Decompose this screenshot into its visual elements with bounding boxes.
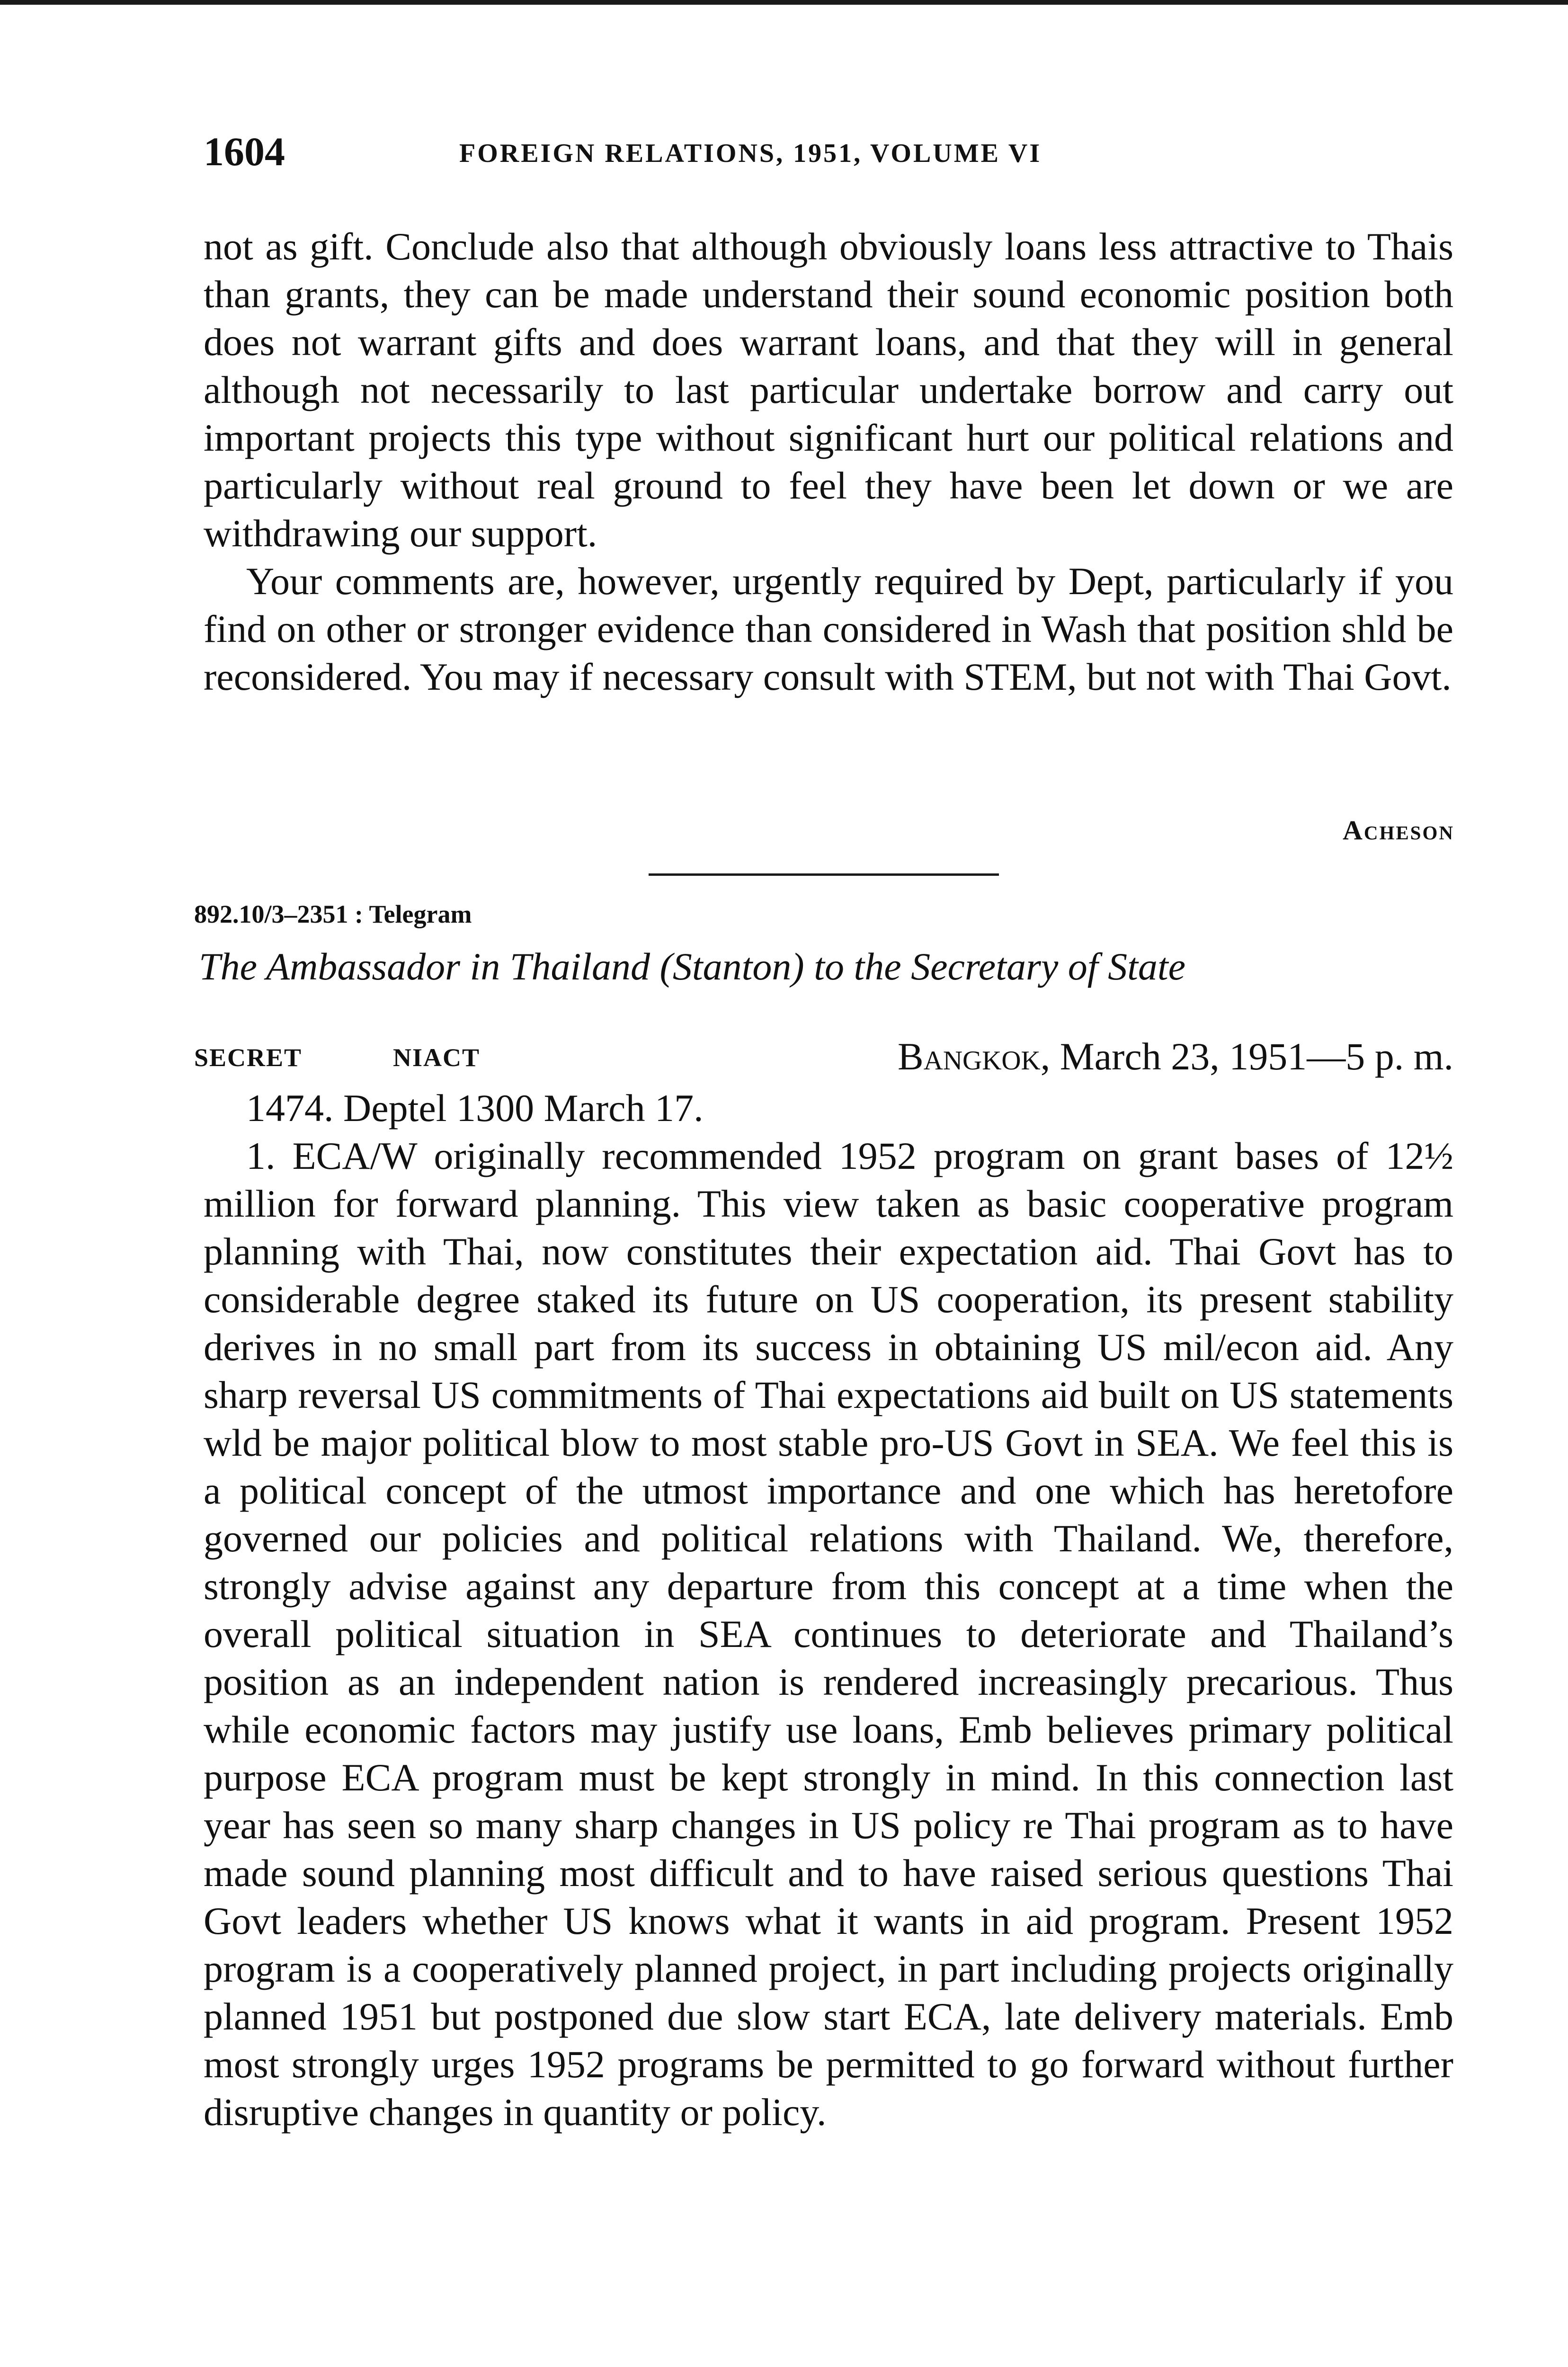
continued-text — [204, 222, 1453, 701]
page-top-edge — [0, 0, 1568, 5]
running-head: FOREIGN RELATIONS, 1951, VOLUME VI — [459, 139, 1042, 168]
precedence-label: NIACT — [393, 1043, 481, 1072]
telegram-body — [204, 1084, 1453, 2136]
section-divider — [649, 873, 999, 876]
telegram-number-line: 1474. Deptel 1300 March 17. — [246, 1086, 704, 1130]
signature: Acheson — [1342, 815, 1454, 845]
comments-paragraph: Your comments are, however, urgently required by Dept, particularly if you find on other or stronger evidence than considered in Wash that position shld be reconsidered. You may if necessary consult with STEM, but not with Thai Govt. — [204, 560, 1453, 698]
page-header — [204, 128, 1453, 180]
continued-paragraph: not as gift. Conclude also that although obviously loans less attractive to Thais than grants, they can be made understand their sound economic position both does not warrant gifts and does warrant loans, and that they will in general although not necessarily to last particular undertake borrow and carry out important projects this type without significant hurt our political relations and particularly without real ground to feel they have been let down or we are withdrawing our support. — [204, 225, 1453, 555]
dateline-place: Bangkok, — [898, 1035, 1051, 1078]
page-number: 1604 — [204, 129, 285, 174]
classification-line — [194, 1034, 1453, 1082]
dateline-date: March 23, 1951—5 p. m. — [1060, 1035, 1453, 1078]
document-title: The Ambassador in Thailand (Stanton) to the Secretary of State — [199, 945, 1186, 988]
classification-label: SECRET — [194, 1043, 303, 1072]
dateline — [898, 1034, 1453, 1079]
telegram-paragraph-1: 1. ECA/W originally recommended 1952 program on grant bases of 12½ million for forward planning. This view taken as basic cooperative program planning with Thai, now constitutes their expectation aid. Thai Govt has to considerable degree staked its future on US cooperation, its present stability derives in no small part from its success in obtaining US mil/econ aid. Any sharp reversal US commitments of Thai expectations aid built on US statements wld be major political blow to most stable pro-US Govt in SEA. We feel this is a political concept of the utmost importance and one which has heretofore governed our policies and political relations with Thailand. We, therefore, strongly advise against any departure from this concept at a time when the overall political situation in SEA continues to deteriorate and Thailand’s position as an independent nation is rendered increasingly precarious. Thus while economic factors may justify use loans, Emb believes primary political purpose ECA program must be kept strongly in mind. In this connection last year has seen so many sharp changes in US policy re Thai program as to have made sound planning most difficult and to have raised serious questions Thai Govt leaders whether US knows what it wants in aid program. Present 1952 program is a cooperatively planned project, in part including projects originally planned 1951 but postponed due slow start ECA, late delivery materials. Emb most strongly urges 1952 programs be permitted to go forward without further disruptive changes in quantity or policy. — [204, 1134, 1453, 2134]
document-reference: 892.10/3–2351 : Telegram — [194, 900, 472, 928]
